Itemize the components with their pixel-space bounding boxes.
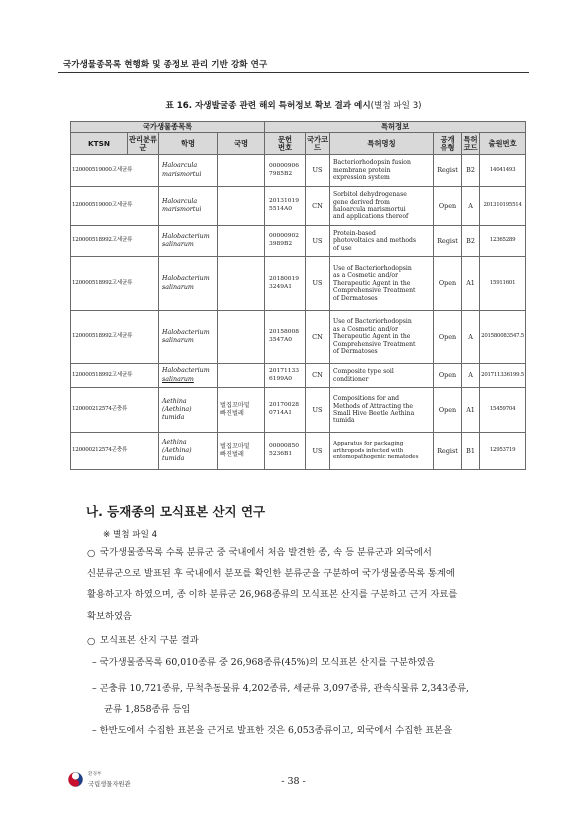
sci-line: (Aethina) <box>162 405 192 413</box>
patent-line: as a Cosmetic and/or <box>333 272 398 280</box>
cell-patent-name <box>330 187 434 226</box>
cell-patent-name <box>330 226 434 257</box>
cell-ktsn-category <box>71 433 159 470</box>
cell-ktsn: 120000212574 <box>72 447 112 454</box>
table-row <box>71 388 526 433</box>
patent-line: and applications thereof <box>333 213 409 221</box>
patent-line: arthropods infected with <box>333 447 404 454</box>
sci-line: (Aethina) <box>162 446 192 454</box>
patent-line: Bacteriorhodopsin fusion <box>333 159 411 167</box>
patent-line: Sorbitol dehydrogenase <box>333 191 407 199</box>
doc-line: 5514A0 <box>269 206 293 212</box>
cell-scientific-name <box>159 155 218 187</box>
sci-line: marismortui <box>162 206 202 213</box>
patent-line: Apparatus for packaging <box>333 440 404 447</box>
sci-line: Halobacterium <box>162 275 210 283</box>
patent-line: of use <box>333 244 352 252</box>
paragraph-line: – 국가생물종목록 60,010종류 중 26,968종류(45%)의 모식표본 산지를 구분하였음 <box>92 657 435 668</box>
table-caption-suffix: (별첨 파일 3) <box>370 101 422 111</box>
cell-pub-type: Open <box>434 257 462 311</box>
col-patent-code <box>462 133 480 155</box>
cell-ktsn-category <box>71 226 159 257</box>
cell-app-no: 12365289 <box>480 226 526 257</box>
cell-korean-name <box>218 311 265 364</box>
cell-patent-name <box>330 155 434 187</box>
cell-country: CN <box>306 187 330 226</box>
cell-patent-code: A <box>462 364 480 388</box>
cell-patent-code: A <box>462 311 480 364</box>
sci-line: marismortui <box>162 170 202 178</box>
footer-organization: 국립생물자원관 <box>88 781 131 788</box>
attachment-reference: ※ 별첨 파일 4 <box>103 530 158 540</box>
cell-scientific-name <box>159 311 218 364</box>
sci-line: Haloarcula <box>162 197 198 205</box>
cell-doc-no <box>265 364 306 388</box>
cell-patent-code: B2 <box>462 226 480 257</box>
patent-line: tumida <box>333 417 355 425</box>
cell-ktsn-category <box>71 155 159 187</box>
kor-line: 빠진벌레 <box>220 451 244 458</box>
table-row <box>71 433 526 470</box>
patent-line: Small Hive Beetle Aethina <box>333 410 415 417</box>
kor-line: 벌집꼬마밑 <box>220 442 250 450</box>
doc-line: 3547A0 <box>269 337 293 343</box>
col-scientific-name: 학명 <box>159 133 218 155</box>
sci-line: salinarum <box>162 337 194 344</box>
cell-scientific-name <box>159 364 218 388</box>
sci-line: tumida <box>162 455 185 463</box>
cell-doc-no <box>265 433 306 470</box>
bullet-2-text <box>100 630 199 651</box>
doc-line: 5236B1 <box>269 451 293 457</box>
cell-pub-type: Regist <box>434 433 462 470</box>
patent-line: membrane protein <box>333 166 391 174</box>
cell-ktsn: 120000519000 <box>72 202 112 209</box>
cell-pub-type: Open <box>434 187 462 226</box>
paragraph-line: 확보하였음 <box>87 610 132 622</box>
sci-line: Aethina <box>162 438 187 446</box>
patent-line: of Dermatoses <box>333 348 378 356</box>
table-row <box>71 155 526 187</box>
col-patent-code-line2: 코드 <box>463 142 478 152</box>
patent-line: gene derived from <box>333 198 390 206</box>
patent-line: Therapeutic Agent in the <box>333 333 411 341</box>
sci-line: Halobacterium <box>162 232 210 240</box>
paragraph-line: 활용하고자 하였으며, 종 이하 분류군 26,968종류의 모식표본 산지를 구분하고 근거 자료를 <box>87 589 458 601</box>
cell-ktsn-category <box>71 257 159 311</box>
dash-item-2 <box>92 678 469 721</box>
page-number: - 38 - <box>281 776 306 787</box>
cell-country: US <box>306 257 330 311</box>
table-row <box>71 364 526 388</box>
bullet-circle: ○ <box>87 636 96 647</box>
cell-country: US <box>306 226 330 257</box>
cell-country: CN <box>306 364 330 388</box>
paragraph-line: – 한반도에서 수집한 표본을 근거로 발표한 것은 6,053종류이고, 외국에서 수집한 표본을 <box>92 725 453 736</box>
cell-korean-name <box>218 187 265 226</box>
patent-line: haloarcula marismortui <box>333 206 406 213</box>
cell-korean-name <box>218 257 265 311</box>
cell-ktsn: 120000518992 <box>72 333 112 340</box>
group-header-species-list: 국가생물종목록 <box>71 122 265 133</box>
sci-line: Halobacterium <box>162 367 210 375</box>
cell-scientific-name <box>159 257 218 311</box>
cell-category: 곤충류 <box>111 447 128 454</box>
cell-patent-code: B2 <box>462 155 480 187</box>
cell-app-no: 15911601 <box>480 257 526 311</box>
sci-line: Halobacterium <box>162 328 210 336</box>
cell-patent-code: A1 <box>462 388 480 433</box>
cell-pub-type: Regist <box>434 155 462 187</box>
patent-line: Compositions for and <box>333 395 400 403</box>
table-caption-main: 표 16. 자생발굴종 관련 해외 특허정보 확보 결과 예시 <box>165 101 371 111</box>
paragraph-line: 국가생물종목록 수록 분류군 중 국내에서 처음 발견한 종, 속 등 분류군과 외국에서 <box>100 547 432 558</box>
cell-country: US <box>306 155 330 187</box>
patent-line: as a Cosmetic and/or <box>333 325 398 333</box>
cell-korean-name <box>218 155 265 187</box>
col-pub-type-line2: 유형 <box>440 142 455 152</box>
table-row <box>71 226 526 257</box>
patent-line: conditioner <box>333 375 369 383</box>
col-doc-no-line2: 번호 <box>277 142 293 152</box>
sci-line: Haloarcula <box>162 162 198 170</box>
dash-item-3 <box>92 720 452 741</box>
col-korean-name: 국명 <box>218 133 265 155</box>
col-pub-type-line1: 공개 <box>440 134 455 144</box>
cell-ktsn: 120000519000 <box>72 166 112 173</box>
col-country: 국가코드 <box>306 133 330 155</box>
doc-line: 6199A0 <box>269 375 293 382</box>
patent-line: Use of Bacteriorhodopsin <box>333 264 412 272</box>
sci-line: salinarum <box>162 375 194 383</box>
sci-line: tumida <box>162 414 185 422</box>
cell-ktsn-category <box>71 311 159 364</box>
patent-line: Comprehensive Treatment <box>333 340 416 348</box>
cell-scientific-name <box>159 187 218 226</box>
col-app-no: 출원번호 <box>480 133 526 155</box>
sci-line: Aethina <box>162 397 187 405</box>
col-ktsn: KTSN <box>71 133 128 155</box>
doc-line: 20180019 <box>269 275 300 282</box>
cell-ktsn: 120000518992 <box>72 371 112 378</box>
cell-patent-name <box>330 364 434 388</box>
cell-korean-name <box>218 388 265 433</box>
cell-ktsn-category <box>71 187 159 226</box>
dash-item-1 <box>92 652 435 673</box>
cell-patent-code: A1 <box>462 257 480 311</box>
cell-country: US <box>306 388 330 433</box>
table-caption <box>0 99 587 111</box>
cell-patent-name <box>330 311 434 364</box>
cell-doc-no <box>265 311 306 364</box>
cell-app-no: 201711336199.5 <box>480 364 526 388</box>
footer-ministry: 환경부 <box>88 772 102 777</box>
doc-line: 3249A1 <box>269 283 293 290</box>
col-doc-no-line1: 문헌 <box>277 134 293 144</box>
bullet-circle: ○ <box>87 548 96 559</box>
cell-category: 고세균류 <box>111 333 133 340</box>
doc-line: 00000902 <box>269 233 300 240</box>
cell-app-no: 12953719 <box>480 433 526 470</box>
cell-doc-no <box>265 187 306 226</box>
col-pub-type <box>434 133 462 155</box>
cell-doc-no <box>265 226 306 257</box>
cell-doc-no <box>265 155 306 187</box>
col-patent-name: 특허명칭 <box>330 133 434 155</box>
cell-app-no: 15459704 <box>480 388 526 433</box>
cell-pub-type: Open <box>434 311 462 364</box>
kor-line: 빠진벌레 <box>220 410 244 417</box>
patent-line: expression system <box>333 174 390 182</box>
patent-line: of Dermatoses <box>333 294 378 302</box>
doc-line: 20171133 <box>269 367 300 374</box>
cell-scientific-name <box>159 226 218 257</box>
cell-category: 고세균류 <box>111 237 133 244</box>
doc-line: 20170028 <box>269 402 300 409</box>
cell-country: US <box>306 433 330 470</box>
doc-line: 20158008 <box>269 329 300 336</box>
cell-scientific-name <box>159 433 218 470</box>
section-title: 나. 등재종의 모식표본 산지 연구 <box>86 504 266 519</box>
cell-country: CN <box>306 311 330 364</box>
col-category: 관리분류군 <box>128 133 159 155</box>
cell-app-no: 201310195514 <box>480 187 526 226</box>
cell-pub-type: Open <box>434 388 462 433</box>
cell-category: 고세균류 <box>111 202 133 209</box>
cell-patent-code: A <box>462 187 480 226</box>
col-patent-code-line1: 특허 <box>463 134 478 144</box>
doc-line: 00000906 <box>269 162 300 169</box>
patent-table <box>70 121 526 470</box>
table-row <box>71 187 526 226</box>
table-row <box>71 311 526 364</box>
cell-category: 고세균류 <box>111 166 133 173</box>
cell-scientific-name <box>159 388 218 433</box>
table-row <box>71 257 526 311</box>
patent-line: photovoltaics and methods <box>333 237 417 245</box>
cell-korean-name <box>218 364 265 388</box>
cell-ktsn-category <box>71 364 159 388</box>
paragraph-1 <box>100 542 432 563</box>
paragraph-line: 신분류군으로 발표된 후 국내에서 분포를 확인한 분류군을 구분하여 국가생물종목록 통계에 <box>87 568 455 579</box>
patent-line: Use of Bacteriorhodopsin <box>333 318 412 326</box>
paragraph-1-continued <box>87 563 457 627</box>
cell-patent-code: B1 <box>462 433 480 470</box>
cell-category: 고세균류 <box>111 279 133 286</box>
cell-patent-name <box>330 388 434 433</box>
cell-patent-name <box>330 433 434 470</box>
cell-doc-no <box>265 257 306 311</box>
cell-patent-name <box>330 257 434 311</box>
kor-line: 벌집꼬마밑 <box>220 401 250 409</box>
paragraph-line: 모식표본 산지 구분 결과 <box>100 635 199 646</box>
cell-category: 고세균류 <box>111 371 133 378</box>
doc-line: 00000850 <box>269 443 300 450</box>
cell-ktsn-category <box>71 388 159 433</box>
group-header-patent-info: 특허정보 <box>265 122 526 133</box>
patent-line: Protein-based <box>333 229 376 237</box>
sci-line: salinarum <box>162 241 194 248</box>
cell-korean-name <box>218 226 265 257</box>
doc-line: 3989B2 <box>269 241 293 247</box>
col-doc-no <box>265 133 306 155</box>
cell-ktsn: 120000518992 <box>72 237 112 244</box>
paragraph-line: – 곤충류 10,721종류, 무척추동물류 4,202종류, 세균류 3,097종류, 관속식물류 2,343종류, <box>92 683 470 694</box>
doc-line: 0714A1 <box>269 410 293 416</box>
cell-ktsn: 120000518992 <box>72 279 112 286</box>
cell-category: 곤충류 <box>111 406 128 413</box>
cell-app-no: 201580083547.5 <box>480 311 526 364</box>
running-header-title: 국가생물종목록 현행화 및 종정보 관리 기반 강화 연구 <box>63 60 268 70</box>
header-rule <box>58 72 529 73</box>
cell-doc-no <box>265 388 306 433</box>
doc-line: 7985B2 <box>269 170 293 177</box>
patent-line: entomopathogenic nematodes <box>333 454 419 461</box>
cell-pub-type: Regist <box>434 226 462 257</box>
patent-line: Composite type soil <box>333 368 394 376</box>
cell-korean-name <box>218 433 265 470</box>
cell-pub-type: Open <box>434 364 462 388</box>
patent-line: Methods of Attracting the <box>333 402 414 410</box>
sci-line: salinarum <box>162 283 194 291</box>
cell-ktsn: 120000212574 <box>72 406 112 413</box>
doc-line: 20131019 <box>269 198 300 205</box>
patent-line: Comprehensive Treatment <box>333 287 416 295</box>
patent-line: Therapeutic Agent in the <box>333 279 411 287</box>
paragraph-line: 균류 1,858종류 등임 <box>104 704 191 716</box>
cell-app-no: 14041493 <box>480 155 526 187</box>
